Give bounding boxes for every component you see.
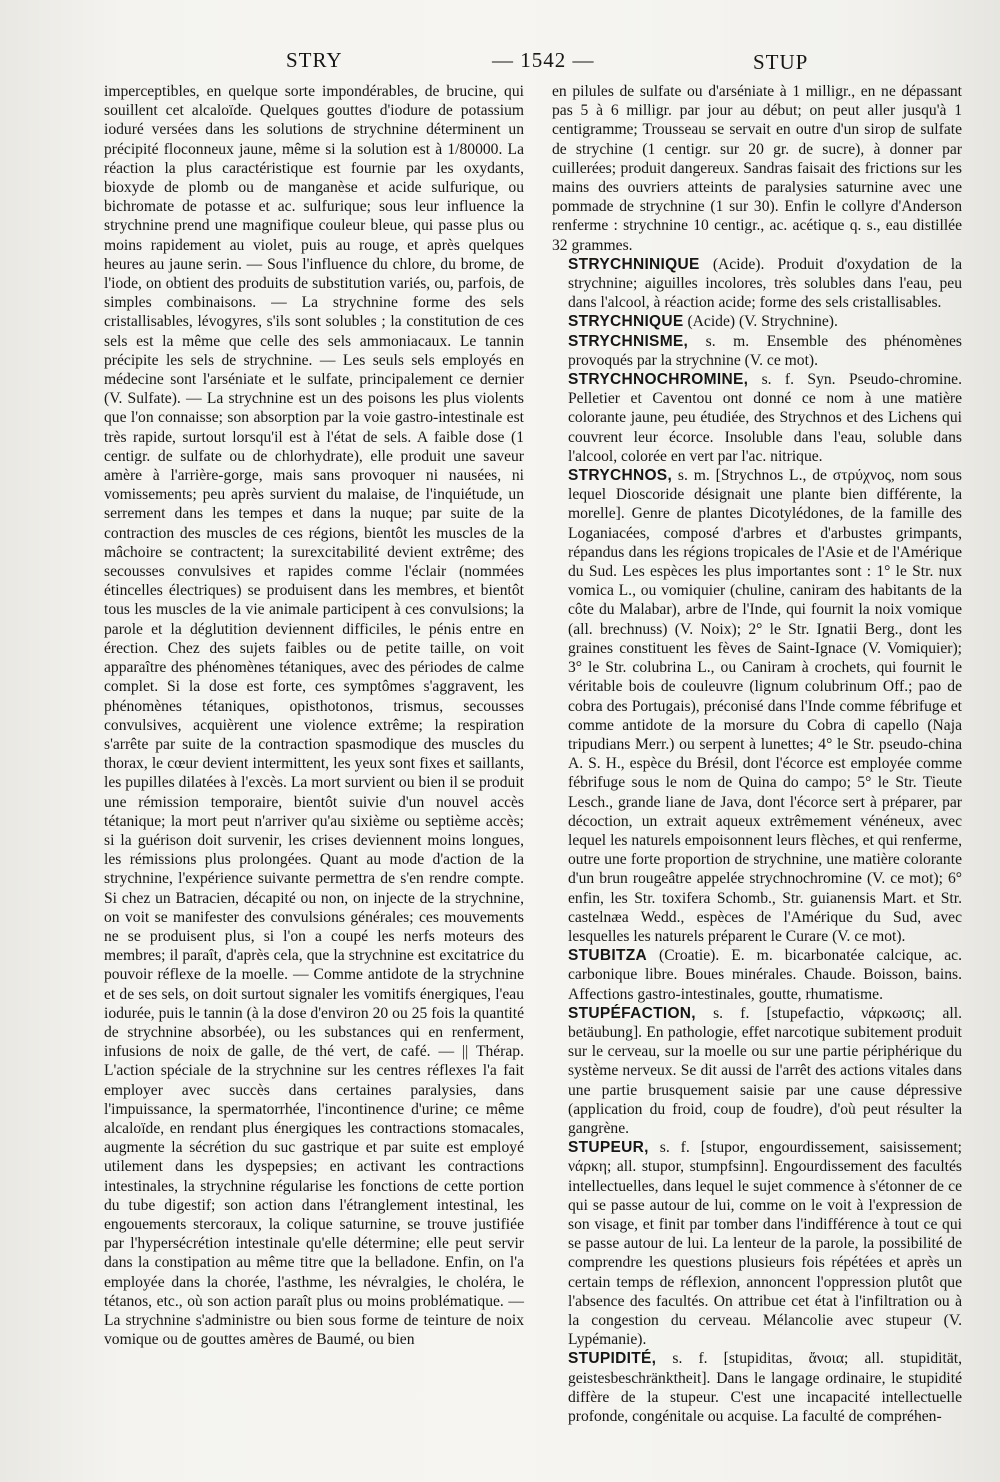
column-divider (537, 82, 538, 1422)
entry-headword: STUPEUR, (568, 1139, 649, 1157)
entry-strychnisme (552, 332, 962, 370)
header-right-guide-word: STUP (753, 50, 809, 74)
page-header (100, 48, 900, 78)
entry-text: s. f. Syn. Pseudo-chromine. Pelletier et Caventou ont donné ce nom à une matière colorante jaune, peu étudiée, des Strychnos et des Lichens qui couvrent leur écorce. Insoluble dans l'eau, soluble dans l'alcool, colorée en vert par l'ac. nitrique. (568, 371, 962, 465)
continued-entry (552, 82, 962, 255)
entry-headword: STRYCHNINIQUE (568, 255, 700, 273)
entry-text: s. m. [Strychnos L., de στρύχνος, nom sous lequel Dioscoride désignait une plante bien différente, la morelle]. Genre de plantes Dicotylédones, de la famille des Loganiacées, composé d'arbres et d'arbustes grimpants, répandus dans les régions tropicales de l'Asie et de l'Amérique du Sud. Les espèces les plus importantes sont : 1° le Str. nux vomica L., ou vomiquier (chuline, caniram des habitants de la côte du Malabar), arbre de l'Inde, qui fournit la noix vomique (all. brechnuss) (V. Noix); 2° le Str. Ignatii Berg., dont les graines constituent les fèves de Saint-Ignace (V. Vomiquier); 3° le Str. colubrina L., ou Caniram à crochets, qui fournit le véritable bois de couleuvre (lignum colubrinum Off.; pao de cobra des Portugais), préconisé dans l'Inde comme fébrifuge et comme antidote de la morsure du Cobra di capello (Naja tripudians Merr.) ou serpent à lunettes; 4° le Str. pseudo-china A. S. H., espèce du Brésil, dont l'écorce est employée comme fébrifuge sous le nom de Quina do campo; 5° le Str. Tieute Lesch., grande liane de Java, dont l'écorce sert à préparer, par décoction, un extrait aqueux extrêmement vénéneux, avec lequel les naturels empoisonnent leurs flèches, et qui renferme, outre une forte proportion de strychnine, une matière colorante d'un brun rougeâtre appelée strychnochromine (V. ce mot); 6° enfin, les Str. toxifera Schomb., Str. guianensis Mart. et Str. castelnæa Wedd., espèces de l'Amérique du Sud, avec lesquelles les naturels préparent le Curare (V. ce mot). (568, 467, 962, 945)
entry-strychninique (552, 255, 962, 313)
entry-text: s. f. [stupefactio, νάρκωσις; all. betäubung]. En pathologie, effet narcotique subitement produit sur le cerveau, sur la moelle ou sur une partie périphérique du système nerveux. Se dit aussi de l'arrêt des actions vitales dans une partie brusquement saisie par une cause dépressive (application du froid, coup de foudre), d'où peut résulter la gangrène. (568, 1004, 962, 1137)
entry-stupeur (552, 1138, 962, 1349)
page-number: — 1542 — (492, 48, 595, 72)
entry-headword: STUBITZA (568, 947, 648, 965)
left-column-text: imperceptibles, en quelque sorte impondérables, de brucine, qui souillent cet alcaloïde. Quelques gouttes d'iodure de potassium ioduré versées dans les solutions de strychnine déterminent un précipité floconneux jaune, même si la solution est à 1/80000. La réaction la plus caractéristique est fournie par les oxydants, bioxyde de plomb ou de manganèse et acide sulfurique, ou bichromate de potasse et ac. sulfurique; sous leur influence la strychnine prend une magnifique couleur bleue, qui passe plus ou moins rapidement au violet, puis au rouge, et après quelques heures au jaune serin. — Sous l'influence du chlore, du brome, de l'iode, on obtient des produits de substitution variés, ou, parfois, de simples combinaisons. — La strychnine forme des sels cristallisables, lévogyres, s'ils sont solubles ; la constitution de ces sels est la même que celle des sels ammoniacaux. Le tannin précipite les sels de strychnine. — Les seuls sels employés en médecine sont l'arséniate et le sulfate, principalement ce dernier (V. Sulfate). — La strychnine est un des poisons les plus violents que l'on connaisse; son absorption par la voie gastro-intestinale est très rapide, surtout lorsqu'il est à l'état de sels. A faible dose (1 centigr. de sulfate ou de chlorhydrate), elle produit une saveur amère à l'arrière-gorge, mais sans provoquer ni nausées, ni vomissements; peu après survient du malaise, de l'inquiétude, un serrement dans les tempes et dans la nuque; par suite de la contraction des muscles de ces régions, bientôt les muscles de la mâchoire se contractent; la surexcitabilité devient extrême; des secousses convulsives et rapides comme l'éclair (nommées étincelles électriques) se produisent dans les membres, et bientôt tous les muscles de la vie animale participent à ces convulsions; la parole et la déglutition deviennent difficiles, le pénis entre en érection. Chez des sujets faibles ou de petite taille, on voit apparaître des phénomènes tétaniques, avec des périodes de calme complet. Si la dose est forte, ces symptômes s'aggravent, les phénomènes tétaniques, opisthotonos, trismus, secousses convulsives, acquièrent une violence extrême; la respiration s'arrête par suite de la contraction spasmodique des muscles du thorax, le cœur devient intermittent, les yeux sont fixes et saillants, les pupilles dilatées à l'excès. La mort survient ou bien il se produit une rémission temporaire, bientôt suivie d'un nouvel accès tétanique; la mort peut n'arriver qu'au sixième ou septième accès; si la guérison doit survenir, les crises deviennent moins longues, les rémissions plus prolongées. Quant au mode d'action de la strychnine, l'expérience suivante permettra de s'en rendre compte. Si chez un Batracien, décapité ou non, on injecte de la strychnine, on voit se manifester des convulsions générales; ces mouvements ne se produisent plus, si l'on a coupé les nerfs moteurs des membres; il paraît, d'après cela, que la strychnine est excitatrice du pouvoir réflexe de la moelle. — Comme antidote de la strychnine et de ses sels, on doit surtout signaler les vomitifs énergiques, l'eau iodurée, puis le tannin (à la dose d'environ 20 ou 25 fois la quantité de strychnine absorbée), ou les substances qui en renferment, infusions de noix de galle, de thé vert, de café. — || Thérap. L'action spéciale de la strychnine sur les centres réflexes l'a fait employer avec succès dans certaines paralysies, dans l'impuissance, la spermatorrhée, l'incontinence d'urine; ce même alcaloïde, en rendant plus énergiques les contractions stomacales, augmente la sécrétion du suc gastrique et par suite est employé utilement dans les dyspepsies; en activant les contractions intestinales, la strychnine régularise les fonctions de cette portion du tube digestif; son action dans l'étranglement intestinal, les engouements stercoraux, la colique saturnine, se trouve justifiée par l'hypersécrétion intestinale qu'elle détermine; elle peut servir dans la constipation au même titre que la belladone. Enfin, on l'a employée dans la chorée, l'asthme, les névralgies, le choléra, le tétanos, etc., où son action paraît plus ou moins problématique. — La strychnine s'administre ou bien sous forme de teinture de noix vomique ou de gouttes amères de Baumé, ou bien (104, 83, 524, 1349)
entry-strychnos (552, 466, 962, 946)
entry-stubitza (552, 946, 962, 1004)
entry-text: (Acide). Produit d'oxydation de la strychnine; aiguilles incolores, très solubles dans l'eau, peu dans l'alcool, à réaction acide; forme des sels cristallisables. (568, 255, 962, 312)
entry-headword: STRYCHNOS, (568, 467, 673, 485)
entry-text: (Croatie). E. m. bicarbonatée calcique, ac. carbonique libre. Boues minérales. Chaude. Boisson, bains. Affections gastro-intestinales, goutte, rhumatisme. (568, 947, 962, 1003)
entry-text: s. f. [stupor, engourdissement, saisissement; νάρκη; all. stupor, stumpfsinn]. Engourdissement des facultés intellectuelles, dans lequel le sujet commence à s'étonner de ce qui se passe autour de lui, comme on le voit à l'expression de son visage, et finit par tomber dans l'indifférence à tout ce qui se passe autour de lui. La lenteur de la parole, la possibilité de comprendre les questions plusieurs fois répétées et après un certain temps de réflexion, annoncent l'oppression plutôt que l'absence des facultés. On attribue cet état à l'infiltration ou à la congestion du cerveau. Mélancolie avec stupeur (V. Lypémanie). (568, 1139, 962, 1349)
entry-text: s. m. Ensemble des phénomènes provoqués par la strychnine (V. ce mot). (568, 332, 962, 369)
entry-stupefaction (552, 1004, 962, 1138)
entry-text: s. f. [stupiditas, ἄνοια; all. stupidität, geistesbeschränktheit]. Dans le langage ordinaire, le stupidité diffère de la stupeur. C'est une incapacité intellectuelle profonde, congénitale ou acquise. La faculté de compréhen- (568, 1350, 962, 1426)
right-column (552, 82, 962, 1426)
entry-headword: STUPÉFACTION, (568, 1004, 696, 1022)
entry-text: en pilules de sulfate ou d'arséniate à 1 milligr., en ne dépassant pas 5 à 6 milligr. par jour au début; on peut aller jusqu'à 1 centigramme; Trousseau se servait en outre d'un sirop de sulfate de strychine (1 centigr. sur 20 gr. de sucre), à donner par cuillerées; produit dangereux. Sandras faisait des frictions sur les mains des ouvriers atteints de paralysies saturnine avec une pommade de strychnine (1 sur 30). Enfin le collyre d'Anderson renferme : strychnine 10 centigr., ac. acétique q. s., eau distillée 32 grammes. (552, 83, 962, 254)
entry-headword: STRYCHNISME, (568, 332, 689, 350)
left-column (104, 82, 524, 1349)
entry-headword: STRYCHNIQUE (568, 313, 684, 331)
entry-strychnique (552, 312, 962, 331)
entry-headword: STRYCHNOCHROMINE, (568, 371, 749, 389)
entry-text: (Acide) (V. Strychnine). (683, 313, 838, 331)
entry-stupidite (552, 1349, 962, 1426)
header-left-guide-word: STRY (286, 48, 343, 72)
entry-strychnochromine (552, 370, 962, 466)
entry-headword: STUPIDITÉ, (568, 1350, 657, 1368)
